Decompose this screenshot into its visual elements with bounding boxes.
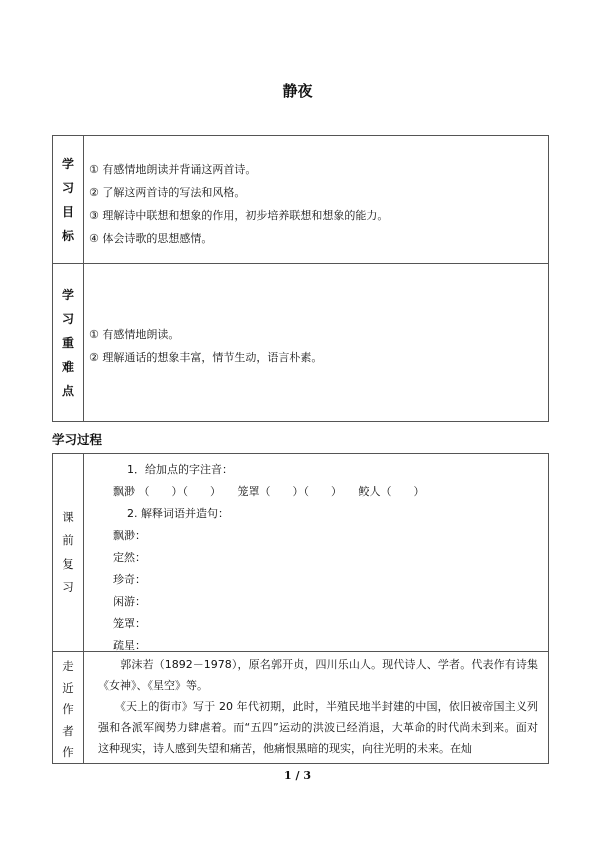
review-label-char: 课 <box>62 509 74 524</box>
goal-item: ② 了解这两首诗的写法和风格。 <box>89 186 246 199</box>
goal-item: ③ 理解诗中联想和想象的作用，初步培养联想和想象的能力。 <box>89 209 389 222</box>
review-label-char: 习 <box>62 580 74 594</box>
author-label-char: 作 <box>62 702 74 716</box>
goal-item: ④ 体会诗歌的思想感情。 <box>89 232 213 245</box>
focus-label-char: 点 <box>61 384 74 398</box>
review-content <box>84 454 548 651</box>
author-label-char: 作 <box>62 745 74 759</box>
focus-item: ① 有感情地朗读。 <box>89 328 180 341</box>
page-title: 静夜 <box>282 82 313 100</box>
section-heading: 学习过程 <box>52 432 103 447</box>
goals-label-char: 学 <box>61 156 74 171</box>
author-paragraph: 郭沫若（1892－1978），原名郭开贞，四川乐山人。现代诗人、学者。代表作有诗集《女神》、《星空》等。 <box>98 658 538 692</box>
process-table <box>52 453 549 764</box>
author-content <box>84 652 548 764</box>
author-label-char: 走 <box>62 659 74 673</box>
focus-label <box>53 264 84 422</box>
goal-item: ① 有感情地朗读并背诵这两首诗。 <box>89 163 257 176</box>
author-row <box>53 651 548 764</box>
review-label <box>53 454 84 651</box>
review-line: 疏星： <box>113 639 146 652</box>
review-line: 1．给加点的字注音： <box>127 463 233 476</box>
goals-label-char: 习 <box>61 180 74 195</box>
focus-item: ② 理解通话的想象丰富，情节生动，语言朴素。 <box>89 351 323 364</box>
author-label-char: 者 <box>62 723 74 738</box>
goals-row <box>53 136 548 263</box>
page-number: 1 / 3 <box>284 769 311 782</box>
author-paragraph: 《天上的街市》写于 20 年代初期，此时，半殖民地半封建的中国，依旧被帝国主义列强和各派军阀势力肆虐着。而“五四”运动的洪波已经消退，大革命的时代尚未到来。面对这种现实，诗人感到失望和痛苦，他痛恨黑暗的现实，向往光明的未来。在灿 <box>98 700 538 755</box>
review-label-char: 前 <box>62 533 74 547</box>
review-line: 飘渺： <box>113 529 146 542</box>
review-line: 2. 解释词语并造句： <box>127 507 229 520</box>
review-label-char: 复 <box>62 556 74 571</box>
focus-label-char: 重 <box>61 336 74 350</box>
goals-label-char: 标 <box>61 228 74 243</box>
goals-label-char: 目 <box>61 204 74 219</box>
review-line: 珍奇： <box>113 573 146 586</box>
author-label-char: 近 <box>62 680 74 695</box>
review-line: 笼罩： <box>113 617 146 630</box>
focus-label-char: 学 <box>61 288 74 302</box>
review-line: 闲游： <box>113 595 146 608</box>
focus-row <box>53 263 548 422</box>
goals-table <box>52 135 549 422</box>
focus-label-char: 难 <box>61 360 74 374</box>
goals-content <box>84 136 548 263</box>
review-line: 飘渺 （ ）（ ） 笼罩（ ）（ ） 鲛人（ ） <box>113 485 425 498</box>
author-label <box>53 652 84 764</box>
review-line: 定然： <box>113 551 146 564</box>
focus-content <box>84 264 548 422</box>
review-row <box>53 454 548 651</box>
goals-label <box>53 136 84 263</box>
focus-label-char: 习 <box>61 312 74 326</box>
